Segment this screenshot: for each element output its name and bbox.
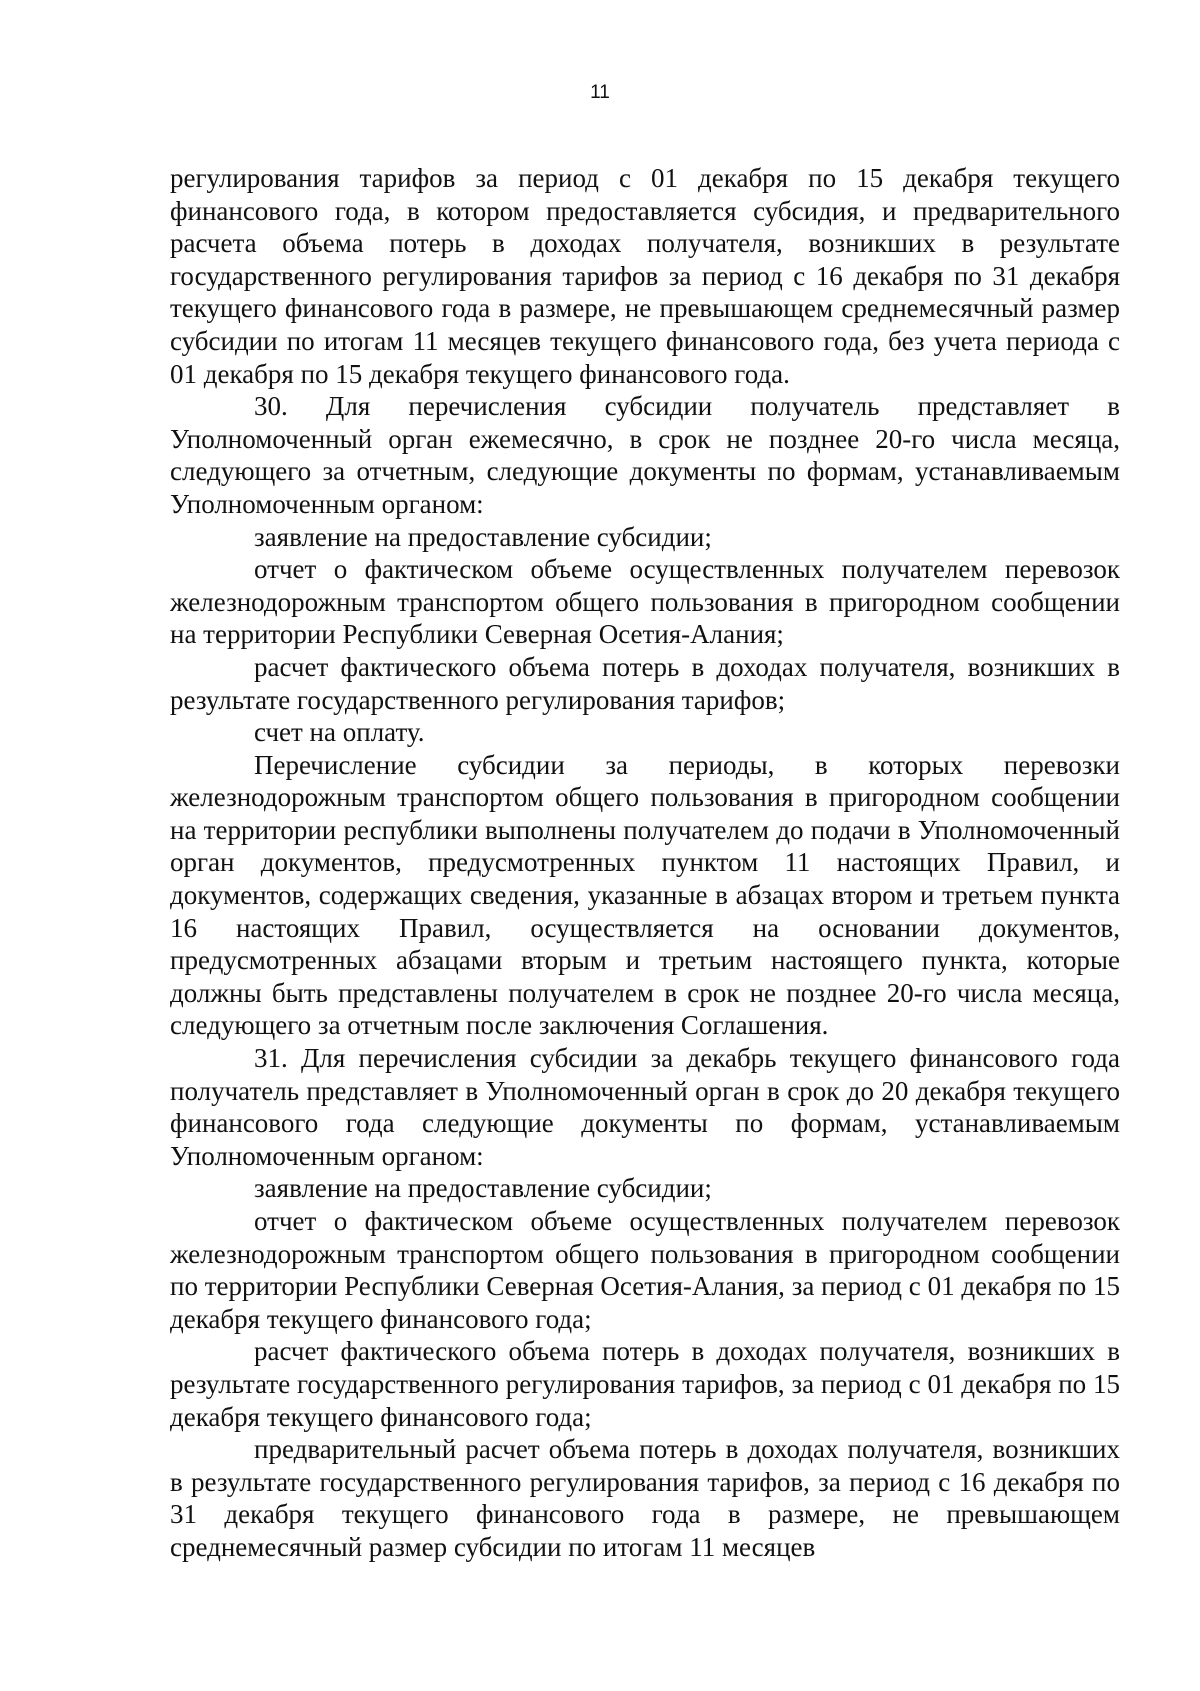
document-body: [170, 162, 1120, 1564]
list-item: заявление на предоставление субсидии;: [254, 1173, 712, 1204]
paragraph-clause-30: 30. Для перечисления субсидии получатель представляет в Уполномоченный орган ежемесячно, в срок не позднее 20-го числа месяца, следующего за отчетным, следующие документы по формам, устанавливаемым Уполномоченным органом:: [170, 391, 1120, 519]
paragraph: регулирования тарифов за период с 01 декабря по 15 декабря текущего финансового года, в котором предоставляется субсидия, и предварительного расчета объема потерь в доходах получателя, возникших в результате государственного регулирования тарифов за период с 16 декабря по 31 декабря текущего финансового года в размере, не превышающем среднемесячный размер субсидии по итогам 11 месяцев текущего финансового года, без учета периода с 01 декабря по 15 декабря текущего финансового года.: [170, 163, 1120, 389]
paragraph: Перечисление субсидии за периоды, в которых перевозки железнодорожным транспортом общего пользования в пригородном сообщении на территории республики выполнены получателем до подачи в Уполномоченный орган документов, предусмотренных пунктом 11 настоящих Правил, и документов, содержащих сведения, указанные в абзацах втором и третьем пункта 16 настоящих Правил, осуществляется на основании документов, предусмотренных абзацами вторым и третьим настоящего пункта, которые должны быть представлены получателем в срок не позднее 20-го числа месяца, следующего за отчетным после заключения Соглашения.: [170, 749, 1120, 1041]
list-item: отчет о фактическом объеме осуществленных получателем перевозок железнодорожным транспортом общего пользования в пригородном сообщении по территории Республики Северная Осетия-Алания, за период с 01 декабря по 15 декабря текущего финансового года;: [170, 1206, 1120, 1334]
list-item: предварительный расчет объема потерь в доходах получателя, возникших в результате государственного регулирования тарифов, за период с 16 декабря по 31 декабря текущего финансового года в размере, не превышающем среднемесячный размер субсидии по итогам 11 месяцев: [170, 1434, 1120, 1562]
list-item: заявление на предоставление субсидии;: [254, 521, 712, 552]
list-item: расчет фактического объема потерь в доходах получателя, возникших в результате государственного регулирования тарифов, за период с 01 декабря по 15 декабря текущего финансового года;: [170, 1336, 1120, 1432]
page-number: 11: [590, 82, 610, 103]
list-item: счет на оплату.: [254, 717, 425, 748]
paragraph-clause-31: 31. Для перечисления субсидии за декабрь текущего финансового года получатель представляет в Уполномоченный орган в срок до 20 декабря текущего финансового года следующие документы по формам, устанавливаемым Уполномоченным органом:: [170, 1043, 1120, 1171]
list-item: расчет фактического объема потерь в доходах получателя, возникших в результате государственного регулирования тарифов;: [170, 651, 1120, 715]
list-item: отчет о фактическом объеме осуществленных получателем перевозок железнодорожным транспортом общего пользования в пригородном сообщении на территории Республики Северная Осетия-Алания;: [170, 554, 1120, 650]
